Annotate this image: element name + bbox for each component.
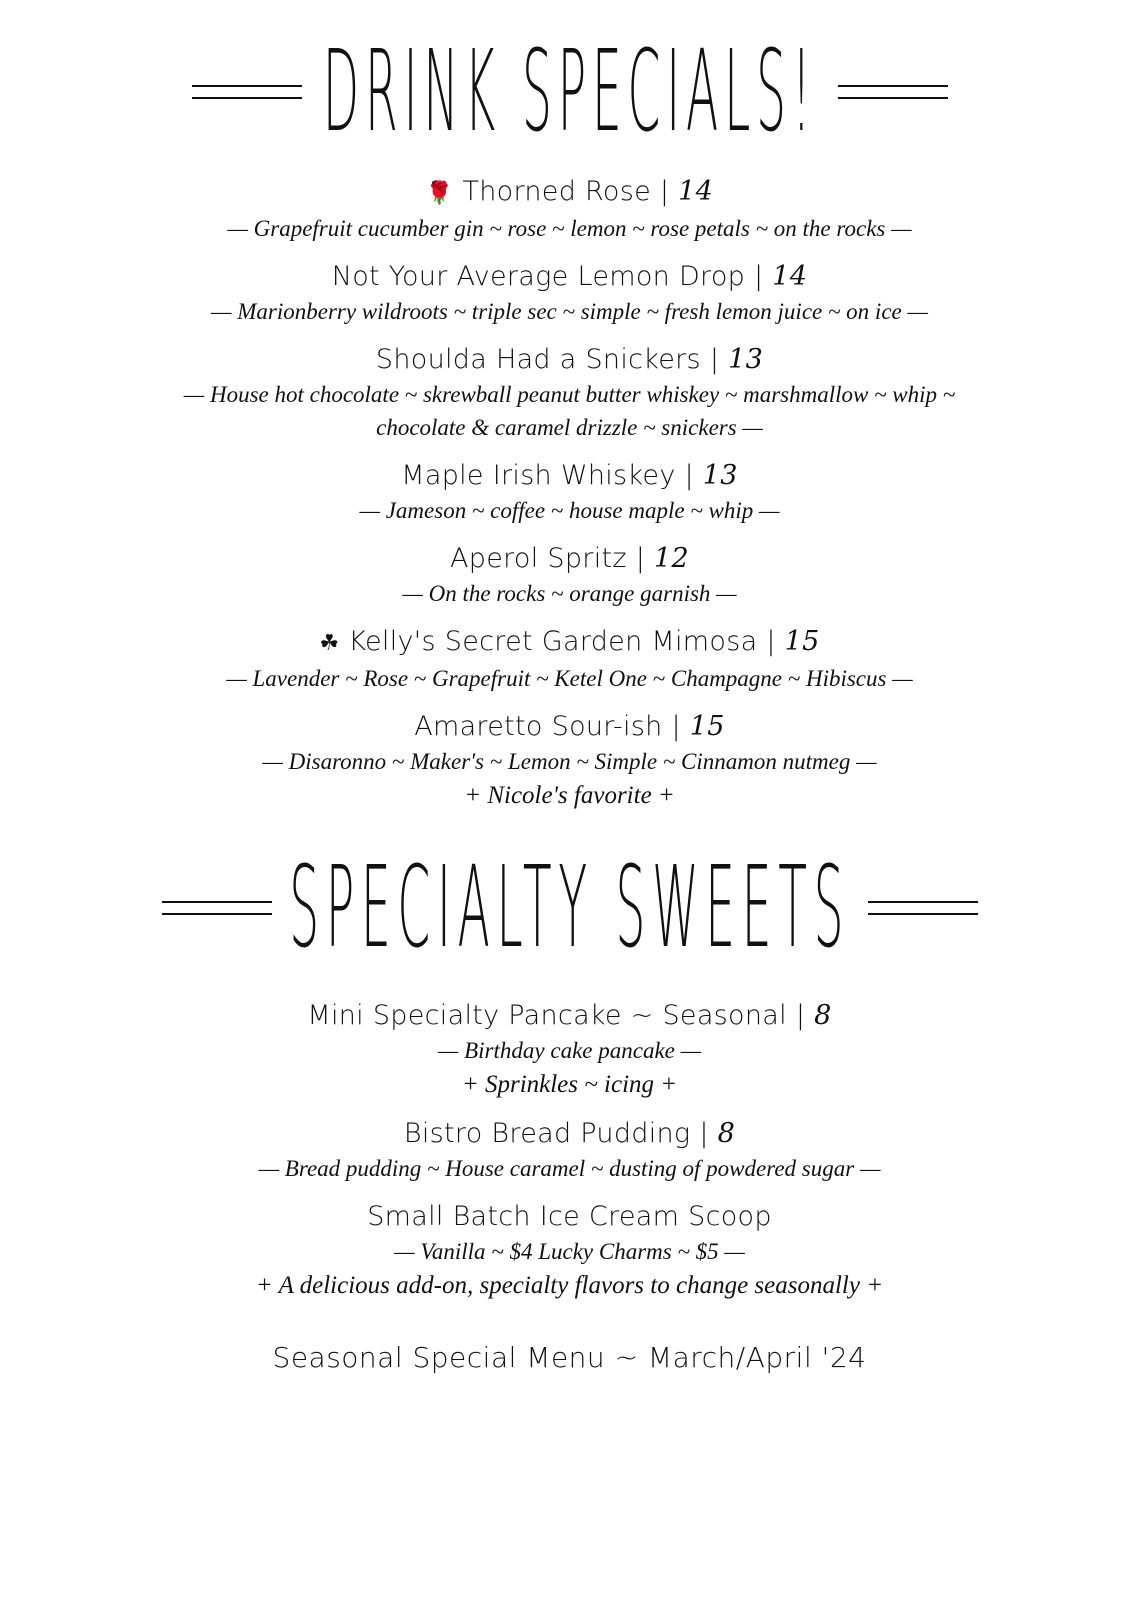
menu-item <box>0 259 1139 328</box>
decorative-rule-left <box>192 85 302 99</box>
price-separator: | <box>671 711 681 742</box>
clover-icon: ☘ <box>319 631 340 656</box>
menu-item-title <box>0 458 1139 494</box>
menu-item-description: — House hot chocolate ~ skrewball peanut butter whiskey ~ marshmallow ~ whip ~ <box>183 382 956 407</box>
menu-item-price: 14 <box>678 176 714 207</box>
decorative-rule-right <box>838 85 948 99</box>
menu-item <box>0 1199 1139 1303</box>
menu-item <box>0 342 1139 444</box>
price-separator: | <box>684 460 694 491</box>
menu-item-name: Shoulda Had a Snickers <box>375 344 701 375</box>
specialty-sweets-list <box>0 998 1139 1317</box>
menu-item-title <box>0 709 1139 745</box>
menu-item-price: 13 <box>728 344 764 375</box>
menu-item-title <box>0 541 1139 577</box>
specialty-sweets-heading-row <box>0 843 1139 973</box>
price-separator: | <box>635 543 646 574</box>
menu-item <box>0 541 1139 610</box>
menu-item-title <box>0 259 1139 295</box>
rose-icon: 🌹 <box>425 181 454 206</box>
menu-item-price: 15 <box>784 626 820 657</box>
menu-item <box>0 1116 1139 1185</box>
menu-item-price: 8 <box>717 1118 736 1149</box>
menu-footer: Seasonal Special Menu ~ March/April '24 <box>272 1341 867 1374</box>
menu-item-price: 8 <box>814 1000 832 1031</box>
menu-item-description: — Grapefruit cucumber gin ~ rose ~ lemon ~ rose petals ~ on the rocks — <box>227 216 912 241</box>
menu-item-description: — Vanilla ~ $4 Lucky Charms ~ $5 — <box>394 1239 745 1264</box>
price-separator: | <box>754 261 764 292</box>
drink-specials-list <box>0 174 1139 827</box>
menu-item-name: Thorned Rose <box>462 176 651 207</box>
menu-item-note: + A delicious add-on, specialty flavors to change seasonally + <box>255 1272 884 1299</box>
menu-item-price: 13 <box>702 460 738 491</box>
menu-item-price: 15 <box>689 711 725 742</box>
menu-item-price: 12 <box>654 543 690 574</box>
menu-item-title <box>0 342 1139 378</box>
menu-item <box>0 624 1139 695</box>
menu-item-description: — Disaronno ~ Maker's ~ Lemon ~ Simple ~ Cinnamon nutmeg — <box>262 749 877 774</box>
menu-item-title <box>0 624 1139 662</box>
menu-item-name: Bistro Bread Pudding <box>403 1118 691 1149</box>
menu-item <box>0 174 1139 245</box>
price-separator: | <box>766 626 776 657</box>
decorative-rule-left <box>162 901 272 915</box>
menu-item-description: — Lavender ~ Rose ~ Grapefruit ~ Ketel One ~ Champagne ~ Hibiscus — <box>226 666 913 691</box>
price-separator: | <box>709 344 720 375</box>
menu-item-name: Aperol Spritz <box>449 543 627 574</box>
menu-item-name: Small Batch Ice Cream Scoop <box>367 1201 772 1232</box>
drink-specials-heading: DRINK SPECIALS! <box>322 27 817 157</box>
menu-item-note: + Nicole's favorite + <box>464 782 675 809</box>
menu-item-description: — On the rocks ~ orange garnish — <box>402 581 737 606</box>
specialty-sweets-heading: SPECIALTY SWEETS <box>289 843 850 973</box>
drink-specials-heading-row <box>0 27 1139 157</box>
menu-item-name: Kelly's Secret Garden Mimosa <box>348 626 758 657</box>
menu-item-description: — Jameson ~ coffee ~ house maple ~ whip — <box>359 498 780 523</box>
price-separator: | <box>659 176 670 207</box>
menu-item-title <box>0 1116 1139 1152</box>
menu-item-name: Maple Irish Whiskey <box>401 460 676 491</box>
menu-item-description: — Birthday cake pancake — <box>437 1038 702 1063</box>
menu-item-description: — Marionberry wildroots ~ triple sec ~ simple ~ fresh lemon juice ~ on ice — <box>211 299 928 324</box>
menu-item <box>0 709 1139 813</box>
menu-item-name: Amaretto Sour-ish <box>414 711 663 742</box>
menu-item-price: 14 <box>772 261 808 292</box>
price-separator: | <box>699 1118 709 1149</box>
menu-item-title <box>0 1199 1139 1235</box>
menu-item-name: Mini Specialty Pancake ~ Seasonal <box>307 1000 787 1031</box>
menu-item-note: + Sprinkles ~ icing + <box>461 1071 678 1098</box>
menu-item-name: Not Your Average Lemon Drop <box>331 261 746 292</box>
menu-item <box>0 998 1139 1102</box>
menu-item-title <box>0 174 1139 212</box>
decorative-rule-right <box>868 901 978 915</box>
menu-item <box>0 458 1139 527</box>
menu-item-title <box>0 998 1139 1034</box>
price-separator: | <box>795 1000 806 1031</box>
menu-item-description: chocolate & caramel drizzle ~ snickers — <box>376 415 763 440</box>
menu-item-description: — Bread pudding ~ House caramel ~ dusting of powdered sugar — <box>258 1156 881 1181</box>
